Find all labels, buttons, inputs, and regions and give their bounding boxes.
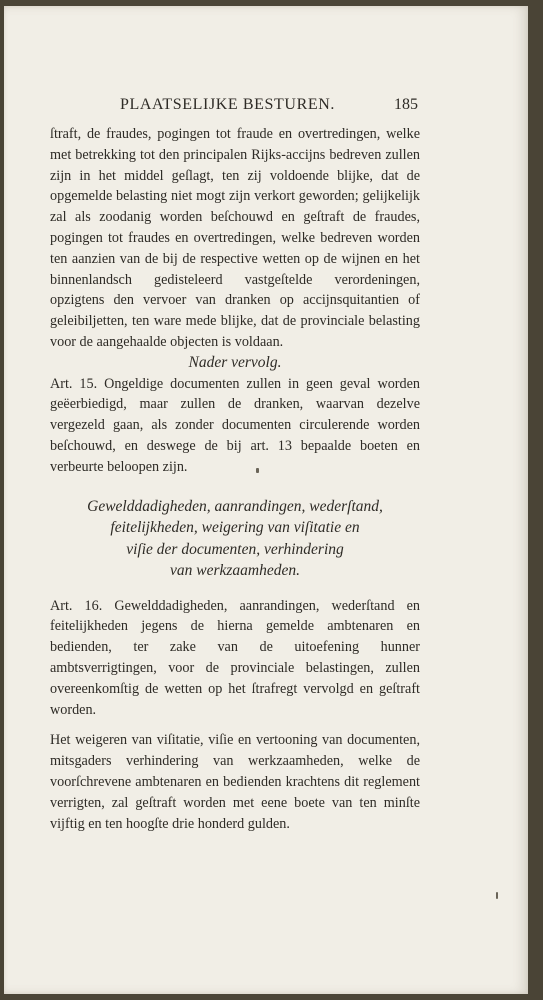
heading-line-1: Gewelddadigheden, aanrandingen, wederſtand, bbox=[87, 497, 383, 515]
paragraph-art-15: Art. 15. Ongeldige documenten zullen in geen geval worden geëerbiedigd, maar zullen de dranken, waarvan dezelve vergezeld gaan, als zonder documenten circulerende worden beſchouwd, en deswege de bij art. 13 bepaalde boeten en verbeurte beloopen zijn. bbox=[50, 375, 420, 475]
ink-speck bbox=[496, 892, 498, 899]
section-heading-nader-vervolg: Nader vervolg. bbox=[188, 353, 282, 371]
heading-line-2: feitelijkheden, weigering van viſitatie en bbox=[110, 519, 360, 537]
page-body bbox=[50, 124, 420, 834]
heading-line-3: viſie der documenten, verhindering bbox=[126, 540, 344, 558]
running-title: PLAATSELIJKE BESTUREN. bbox=[120, 96, 335, 113]
heading-line-4: van werkzaamheden. bbox=[170, 562, 300, 580]
book-page bbox=[4, 6, 528, 994]
paragraph-1: ſtraft, de fraudes, pogingen tot fraude en overtredingen, welke met betrekking tot den principalen Rijks-accijns bedreven zullen zijn in het middel geſlagt, ten zij voldoende blijke, dat de opgemelde belasting niet mogt zijn verkort geworden; gelijkelijk zal als zoodanig worden beſchouwd en geſtraft de fraudes, pogingen tot fraudes en overtredingen, welke bedreven worden ten aanzien van de bij de respective wetten op de wijnen en het binnenlandsch gedisteleerd vastgeſtelde verordeningen, opzigtens den vervoer van dranken op accijnsquitantien of geleibiljetten, ten ware mede blijke, dat de provinciale belasting voor de aangehaalde objecten is voldaan. bbox=[50, 126, 420, 350]
running-header bbox=[120, 96, 418, 116]
ink-speck bbox=[256, 468, 259, 473]
section-heading-gewelddadigheden bbox=[50, 496, 420, 582]
paragraph-gap bbox=[50, 720, 420, 730]
page-number: 185 bbox=[394, 96, 418, 113]
paragraph-weigeren: Het weigeren van viſitatie, viſie en vertooning van documenten, mitsgaders verhindering van werkzaamheden, welke de voorſchrevene ambtenaren en bedienden krachtens dit reglement verrigten, zal geſtraft worden met eene boete van ten minſte vijftig en ten hoogſte drie honderd gulden. bbox=[50, 732, 420, 832]
paragraph-art-16: Art. 16. Gewelddadigheden, aanrandingen, wederſtand en feitelijkheden jegens de hierna gemelde ambtenaren en bedienden, ter zake van de uitoefening hunner ambtsverrigtingen, voor de provinciale belastingen, zullen overeenkomſtig de wetten op het ſtrafregt vervolgd en geſtraft worden. bbox=[50, 597, 420, 718]
